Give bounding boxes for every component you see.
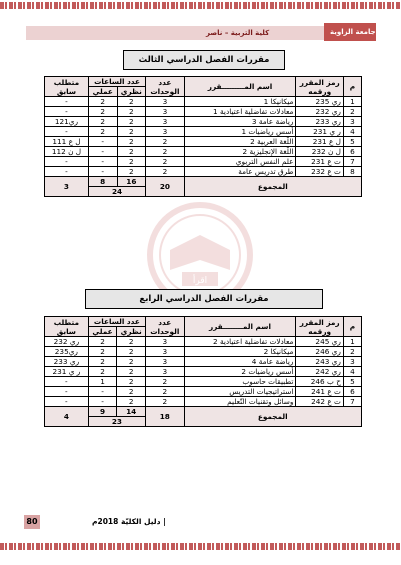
cell-practical: 2 xyxy=(88,337,117,347)
col-units: عدد الوحدات xyxy=(146,317,184,337)
cell-practical: - xyxy=(88,397,117,407)
semester4-total-theory: 14 xyxy=(117,407,146,417)
cell-code: ت ع 231 xyxy=(296,157,343,167)
cell-name: أسس رياضيات 1 xyxy=(184,127,296,137)
table-row xyxy=(45,397,362,407)
cell-code: ري 242 xyxy=(296,367,344,377)
cell-num: 1 xyxy=(343,337,361,347)
cell-name: علم النفس التربوي xyxy=(184,157,296,167)
cell-code: ر ي 231 xyxy=(296,127,343,137)
cell-theory: 2 xyxy=(117,137,146,147)
cell-name: اللّغة الإنجليزية 2 xyxy=(184,147,296,157)
cell-prereq: ري235 xyxy=(45,347,89,357)
cell-units: 2 xyxy=(146,387,184,397)
cell-code: ت ع 241 xyxy=(296,387,344,397)
cell-code: ري 233 xyxy=(296,117,343,127)
cell-units: 2 xyxy=(146,377,184,387)
table-row xyxy=(45,377,362,387)
semester3-total-practical: 8 xyxy=(88,177,117,187)
table-row xyxy=(45,157,362,167)
cell-prereq: ري 233 xyxy=(45,357,89,367)
table-row xyxy=(45,147,362,157)
cell-theory: 2 xyxy=(117,347,146,357)
col-theory: نظري xyxy=(117,327,146,337)
cell-units: 3 xyxy=(146,367,184,377)
cell-practical: 1 xyxy=(88,377,117,387)
cell-code: ري 232 xyxy=(296,107,343,117)
cell-units: 3 xyxy=(146,107,184,117)
cell-num: 5 xyxy=(343,377,361,387)
cell-num: 4 xyxy=(343,127,361,137)
cell-theory: 2 xyxy=(117,337,146,347)
table-row xyxy=(45,107,362,117)
cell-name: رياضة عامة 4 xyxy=(184,357,296,367)
cell-theory: 2 xyxy=(117,107,146,117)
cell-name: طرق تدريس عامة xyxy=(184,167,296,177)
cell-practical: - xyxy=(88,137,117,147)
cell-units: 3 xyxy=(146,117,184,127)
cell-name: ميكانيكا 2 xyxy=(184,347,296,357)
col-units: عدد الوحدات xyxy=(146,77,184,97)
cell-practical: 2 xyxy=(88,347,117,357)
semester3-table xyxy=(44,76,362,197)
cell-name: تطبيقات حاسوب xyxy=(184,377,296,387)
cell-prereq: - xyxy=(45,377,89,387)
cell-num: 1 xyxy=(343,97,361,107)
col-practical: عملي xyxy=(88,327,117,337)
semester3-total-theory: 16 xyxy=(117,177,146,187)
cell-name: رياضة عامة 3 xyxy=(184,117,296,127)
table-row xyxy=(45,347,362,357)
col-prereq: متطلب سابق xyxy=(45,77,89,97)
col-name: اسم المــــــــقرر xyxy=(184,317,296,337)
cell-prereq: - xyxy=(45,127,89,137)
semester3-total-prereq: 3 xyxy=(45,177,89,197)
col-practical: عملي xyxy=(88,87,117,97)
cell-units: 3 xyxy=(146,337,184,347)
cell-theory: 2 xyxy=(117,147,146,157)
cell-code: ت ع 242 xyxy=(296,397,344,407)
header-college: كلية التربية – ناصر xyxy=(206,29,270,37)
cell-name: اللّغة العربية 2 xyxy=(184,137,296,147)
cell-code: ت ع 232 xyxy=(296,167,343,177)
cell-units: 2 xyxy=(146,147,184,157)
cell-prereq: ري 232 xyxy=(45,337,89,347)
col-num: م xyxy=(343,77,361,97)
col-code: رمز المقرر ورقمه xyxy=(296,317,344,337)
cell-num: 6 xyxy=(343,387,361,397)
cell-units: 2 xyxy=(146,157,184,167)
cell-num: 2 xyxy=(343,107,361,117)
top-border-pattern xyxy=(0,2,401,9)
semester3-title: مقررات الفصل الدراسي الثالث xyxy=(123,50,285,70)
semester4-table xyxy=(44,316,362,427)
semester4-total-units: 18 xyxy=(146,407,184,427)
cell-practical: - xyxy=(88,167,117,177)
cell-theory: 2 xyxy=(117,127,146,137)
cell-num: 2 xyxy=(343,347,361,357)
cell-name: معادلات تفاضلية اعتيادية 2 xyxy=(184,337,296,347)
cell-name: استراتيجيات التدريس xyxy=(184,387,296,397)
semester4-title: مقررات الفصل الدراسي الرابع xyxy=(85,289,323,309)
cell-practical: 2 xyxy=(88,357,117,367)
bottom-border-pattern xyxy=(0,543,401,550)
cell-practical: 2 xyxy=(88,127,117,137)
cell-practical: - xyxy=(88,387,117,397)
table-row xyxy=(45,387,362,397)
cell-practical: 2 xyxy=(88,117,117,127)
semester4-total-practical: 9 xyxy=(88,407,117,417)
header-university: جامعة الزاوية xyxy=(330,28,376,36)
cell-units: 3 xyxy=(146,347,184,357)
col-theory: نظري xyxy=(117,87,146,97)
cell-code: ل ن 232 xyxy=(296,147,343,157)
page-number: 80 xyxy=(24,515,40,529)
footer-guide-text: دليل الكليّة 2018م | xyxy=(92,517,166,526)
cell-code: ل ع 231 xyxy=(296,137,343,147)
col-name: اسم المـــــــــقرر xyxy=(184,77,296,97)
cell-units: 3 xyxy=(146,357,184,367)
cell-name: معادلات تفاضلية اعتيادية 1 xyxy=(184,107,296,117)
cell-prereq: - xyxy=(45,107,89,117)
table-row xyxy=(45,117,362,127)
cell-prereq: ل ع 111 xyxy=(45,137,89,147)
cell-units: 2 xyxy=(146,397,184,407)
semester3-total-hours: 24 xyxy=(88,187,145,197)
table-row xyxy=(45,337,362,347)
cell-prereq: - xyxy=(45,397,89,407)
cell-num: 4 xyxy=(343,367,361,377)
cell-prereq: ل ن 112 xyxy=(45,147,89,157)
cell-theory: 2 xyxy=(117,97,146,107)
cell-num: 6 xyxy=(343,147,361,157)
cell-theory: 2 xyxy=(117,397,146,407)
col-num: م xyxy=(343,317,361,337)
cell-prereq: - xyxy=(45,157,89,167)
cell-prereq: - xyxy=(45,167,89,177)
cell-name: أسس رياضيات 2 xyxy=(184,367,296,377)
semester4-total-prereq: 4 xyxy=(45,407,89,427)
cell-num: 8 xyxy=(343,167,361,177)
cell-code: ري 246 xyxy=(296,347,344,357)
semester4-total-label: المجموع xyxy=(184,407,361,427)
cell-name: ميكانيكا 1 xyxy=(184,97,296,107)
cell-prereq: - xyxy=(45,97,89,107)
cell-prereq: - xyxy=(45,387,89,397)
cell-num: 7 xyxy=(343,157,361,167)
col-hours: عدد الساعات xyxy=(88,317,145,327)
cell-theory: 2 xyxy=(117,167,146,177)
cell-num: 7 xyxy=(343,397,361,407)
cell-num: 5 xyxy=(343,137,361,147)
semester3-total-units: 20 xyxy=(146,177,184,197)
watermark-text: اقرأ xyxy=(192,276,208,286)
table-row xyxy=(45,357,362,367)
table-row xyxy=(45,367,362,377)
cell-num: 3 xyxy=(343,357,361,367)
col-prereq: متطلب سابق xyxy=(45,317,89,337)
table-row xyxy=(45,127,362,137)
col-code: رمز المقرر ورقمه xyxy=(296,77,343,97)
cell-units: 2 xyxy=(146,167,184,177)
cell-theory: 2 xyxy=(117,367,146,377)
table-row xyxy=(45,97,362,107)
cell-code: ري 243 xyxy=(296,357,344,367)
cell-practical: - xyxy=(88,147,117,157)
cell-code: ح ب 246 xyxy=(296,377,344,387)
cell-theory: 2 xyxy=(117,387,146,397)
col-hours: عدد الساعات xyxy=(88,77,145,87)
cell-practical: - xyxy=(88,157,117,167)
cell-theory: 2 xyxy=(117,157,146,167)
cell-theory: 2 xyxy=(117,377,146,387)
cell-name: وسائل وتقنيات التّعليم xyxy=(184,397,296,407)
cell-num: 3 xyxy=(343,117,361,127)
cell-prereq: ر ي 231 xyxy=(45,367,89,377)
cell-practical: 2 xyxy=(88,97,117,107)
cell-units: 3 xyxy=(146,97,184,107)
cell-units: 3 xyxy=(146,127,184,137)
cell-code: ري 245 xyxy=(296,337,344,347)
cell-units: 2 xyxy=(146,137,184,147)
cell-prereq: ري121 xyxy=(45,117,89,127)
cell-practical: 2 xyxy=(88,107,117,117)
cell-theory: 2 xyxy=(117,357,146,367)
table-row xyxy=(45,167,362,177)
cell-practical: 2 xyxy=(88,367,117,377)
semester4-total-hours: 23 xyxy=(88,417,145,427)
semester3-total-label: المجموع xyxy=(184,177,361,197)
cell-theory: 2 xyxy=(117,117,146,127)
cell-code: ري 235 xyxy=(296,97,343,107)
table-row xyxy=(45,137,362,147)
